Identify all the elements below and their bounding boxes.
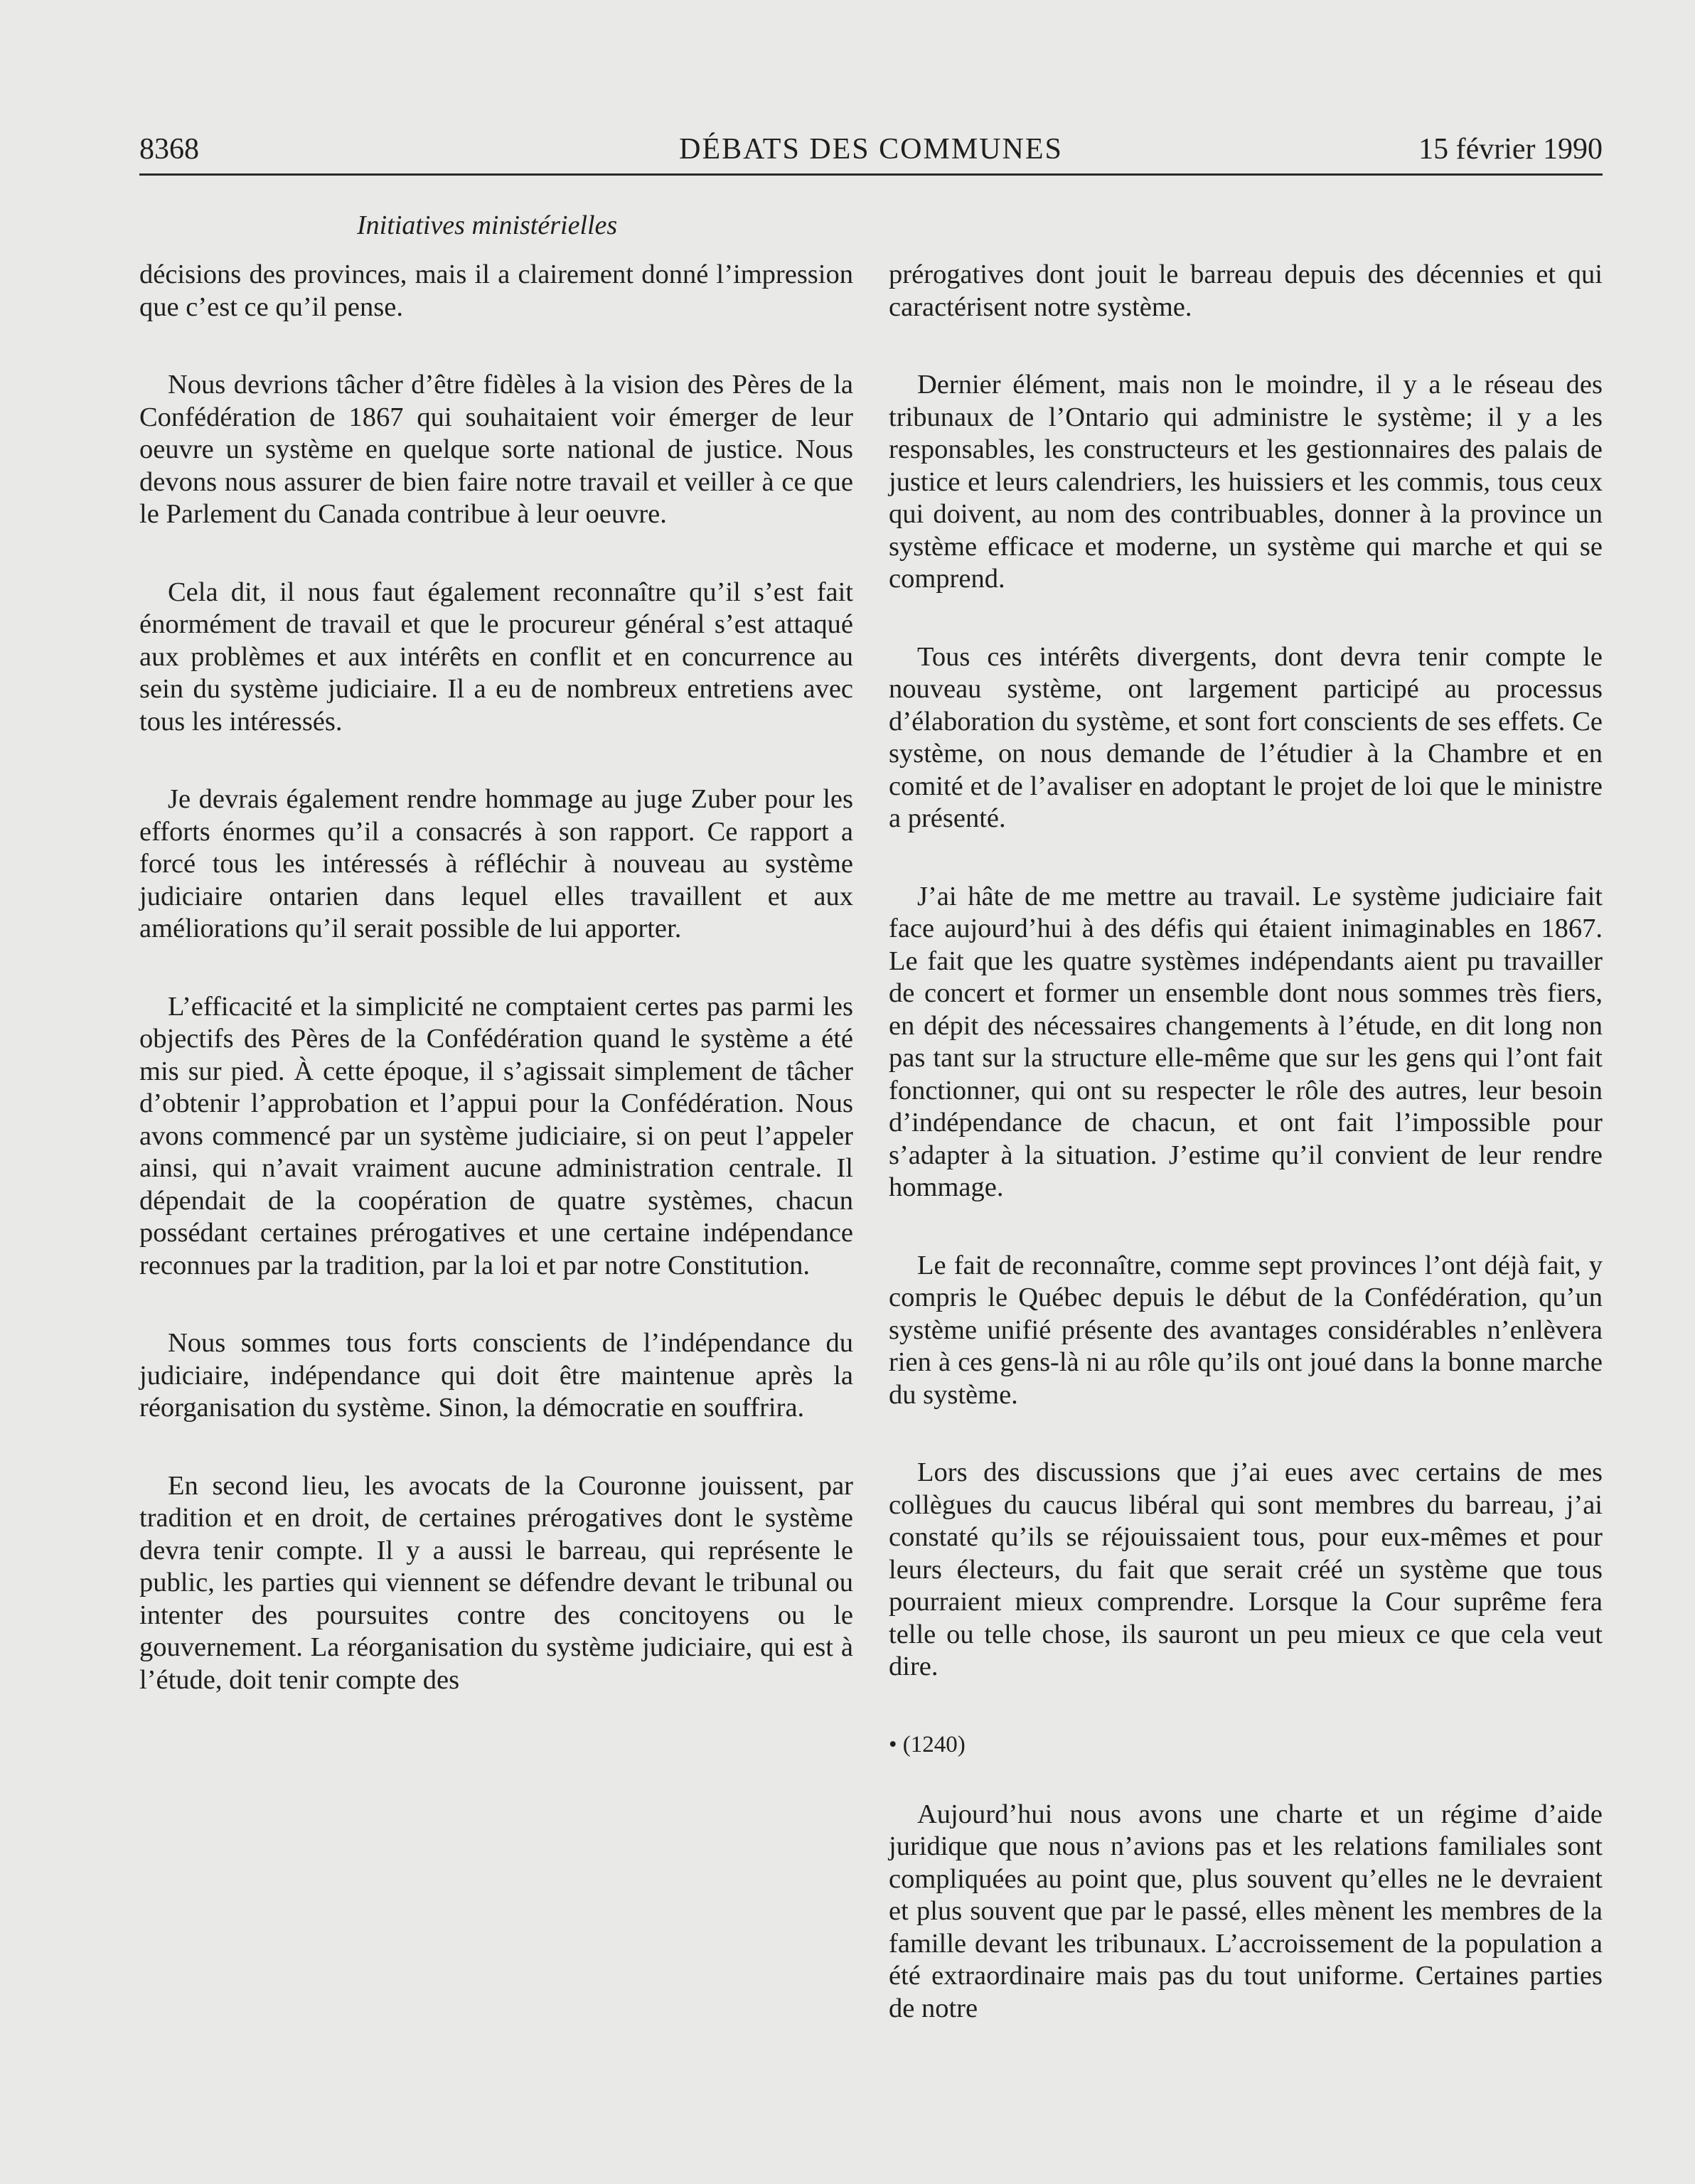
paragraph: Nous devrions tâcher d’être fidèles à la vision des Pères de la Confédération de 1867 qui souhaitaient voir émerger de leur oeuvre un système en quelque sorte national de justice. Nous devons nous assurer de bien faire notre travail et veiller à ce que le Parlement du Canada contribue à leur oeuvre. [139, 370, 853, 529]
publication-title: DÉBATS DES COMMUNES [679, 133, 1063, 166]
paragraph: L’efficacité et la simplicité ne comptaient certes pas parmi les objectifs des Pères de la Confédération quand le système a été mis sur pied. À cette époque, il s’agissait simplement de tâcher d’obtenir l’approbation et l’appui pour la Confédération. Nous avons commencé par un système judiciaire, si on peut l’appeler ainsi, qui n’avait vraiment aucune administration centrale. Il dépendait de la coopération de quatre systèmes, chacun possédant certaines prérogatives et une certaine indépendance reconnues par la tradition, par la loi et par notre Constitution. [139, 991, 853, 1280]
right-column [889, 259, 1603, 2025]
paragraph: Nous sommes tous forts conscients de l’indépendance du judiciaire, indépendance qui doit être maintenue après la réorganisation du système. Sinon, la démocratie en souffrira. [139, 1328, 853, 1423]
time-marker: • (1240) [889, 1731, 966, 1757]
paragraph: Cela dit, il nous faut également reconnaître qu’il s’est fait énormément de travail et que le procureur général s’est attaqué aux problèmes et aux intérêts en conflit et en concurrence au sein du système judiciaire. Il a eu de nombreux entretiens avec tous les intéressés. [139, 577, 853, 737]
paragraph: Lors des discussions que j’ai eues avec certains de mes collègues du caucus libéral qui sont membres du barreau, j’ai constaté qu’ils se réjouissaient tous, pour eux-mêmes et pour leurs électeurs, du fait que serait créé un système que tous pourraient mieux comprendre. Lorsque la Cour suprême fera telle ou telle chose, ils sauront un peu mieux ce que cela veut dire. [889, 1457, 1603, 1681]
paragraph: J’ai hâte de me mettre au travail. Le système judiciaire fait face aujourd’hui à des défis qui étaient inimaginables en 1867. Le fait que les quatre systèmes indépendants aient pu travailler de concert et former un ensemble dont nous sommes très fiers, en dépit des nécessaires changements à l’étude, en dit long non pas tant sur la structure elle-même que sur les gens qui l’ont fait fonctionner, qui ont su respecter le rôle des autres, leur besoin d’indépendance de chacun, et ont fait l’impossible pour s’adapter à la situation. J’estime qu’il convient de leur rendre hommage. [889, 881, 1603, 1202]
paragraph: Tous ces intérêts divergents, dont devra tenir compte le nouveau système, ont largement participé au processus d’élaboration du système, et sont fort conscients de ses effets. Ce système, on nous demande de l’étudier à la Chambre et en comité et de l’avaliser en adoptant le projet de loi que le ministre a présenté. [889, 641, 1603, 833]
paragraph: Je devrais également rendre hommage au juge Zuber pour les efforts énormes qu’il a consacrés à son rapport. Ce rapport a forcé tous les intéressés à réfléchir à nouveau au système judiciaire ontarien dans lequel elles travaillent et aux améliorations qu’il serait possible de lui apporter. [139, 784, 853, 943]
paragraph: décisions des provinces, mais il a clairement donné l’impression que c’est ce qu’il pense. [139, 259, 853, 322]
paragraph: Le fait de reconnaître, comme sept provinces l’ont déjà fait, y compris le Québec depuis le début de la Confédération, qu’un système unifié présente des avantages considérables n’enlèvera rien à ces gens-là ni au rôle qu’ils ont joué dans la bonne marche du système. [889, 1250, 1603, 1410]
paragraph: Dernier élément, mais non le moindre, il y a le réseau des tribunaux de l’Ontario qui administre le système; il y a les responsables, les constructeurs et les gestionnaires des palais de justice et leurs calendriers, les huissiers et les commis, tous ceux qui doivent, au nom des contribuables, donner à la province un système efficace et moderne, un système qui marche et qui se comprend. [889, 370, 1603, 594]
left-column [139, 259, 853, 1696]
page-header [139, 131, 1603, 176]
section-title: Initiatives ministérielles [357, 210, 618, 240]
paragraph: Aujourd’hui nous avons une charte et un régime d’aide juridique que nous n’avions pas et les relations familiales sont compliquées au point que, plus souvent qu’elles ne le devraient et plus souvent que par le passé, elles mènent les membres de la famille devant les tribunaux. L’accroissement de la population a été extraordinaire mais pas du tout uniforme. Certaines parties de notre [889, 1799, 1603, 2023]
publication-date: 15 février 1990 [1418, 133, 1603, 166]
paragraph: prérogatives dont jouit le barreau depuis des décennies et qui caractérisent notre système. [889, 259, 1603, 322]
page-number: 8368 [139, 133, 199, 166]
paragraph: En second lieu, les avocats de la Couronne jouissent, par tradition et en droit, de certaines prérogatives dont le système devra tenir compte. Il y a aussi le barreau, qui représente le public, les parties qui viennent se défendre devant le tribunal ou intenter des poursuites contre des concitoyens ou le gouvernement. La réorganisation du système judiciaire, qui est à l’étude, doit tenir compte des [139, 1470, 853, 1695]
